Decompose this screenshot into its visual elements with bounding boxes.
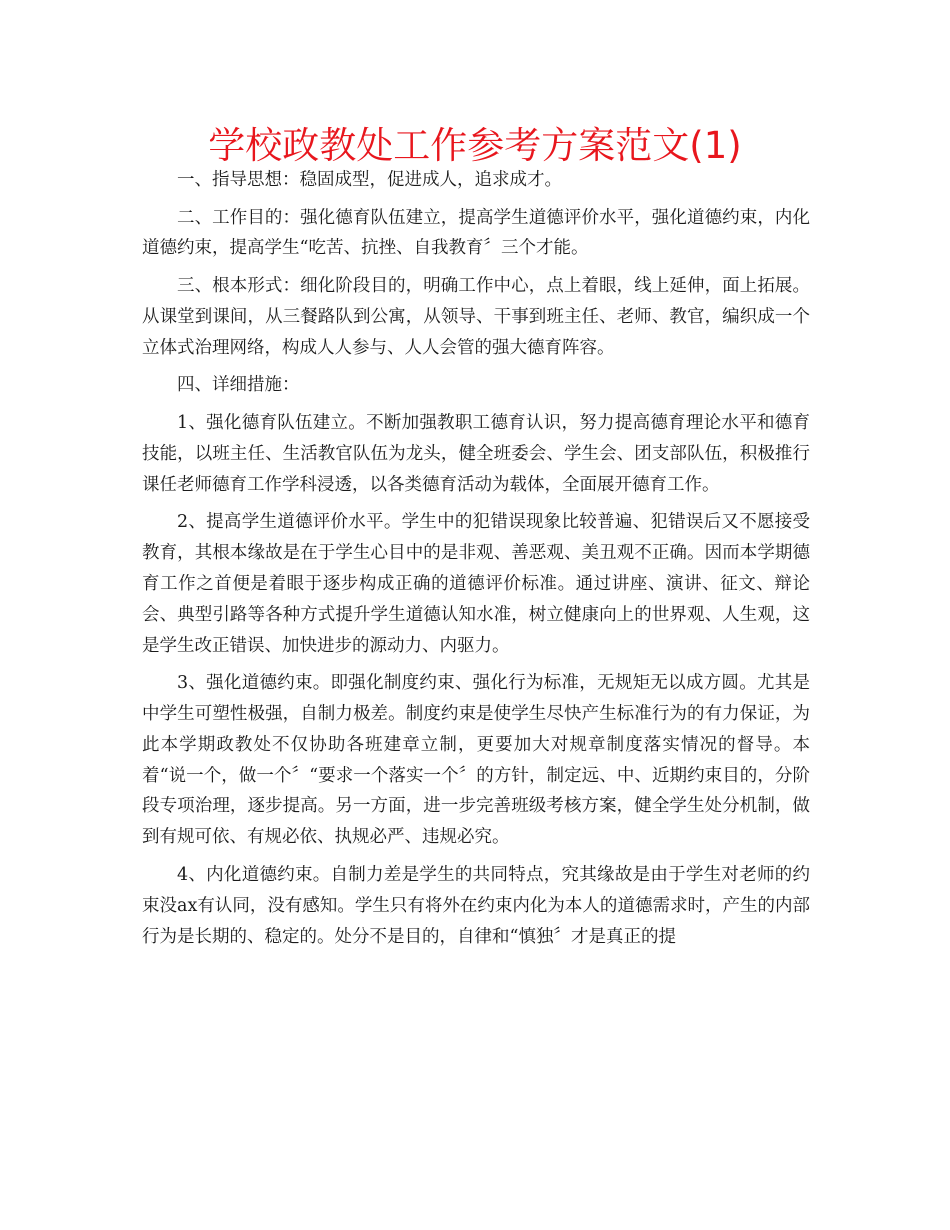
paragraph-measure-3: 3、强化道德约束。即强化制度约束、强化行为标准，无规矩无以成方圆。尤其是中学生可塑性极强，自制力极差。制度约束是使学生尽快产生标准行为的有力保证，为此本学期政教处不仅协助各班建章立制，更要加大对规章制度落实情况的督导。本着“说一个，做一个〞“要求一个落实一个〞的方针，制定远、中、近期约束目的，分阶段专项治理，逐步提高。另一方面，进一步完善班级考核方案，健全学生处分机制，做到有规可依、有规必依、执规必严、违规必究。 — [142, 673, 810, 848]
paragraph-measure-4: 4、内化道德约束。自制力差是学生的共同特点，究其缘故是由于学生对老师的约束没ax有认同，没有感知。学生只有将外在约束内化为本人的道德需求时，产生的内部行为是长期的、稳定的。处分不是目的，自律和“慎独〞才是真正的提 — [142, 864, 810, 947]
paragraph-measure-2: 2、提高学生道德评价水平。学生中的犯错误现象比较普遍、犯错误后又不愿接受教育，其根本缘故是在于学生心目中的是非观、善恶观、美丑观不正确。因而本学期德育工作之首便是着眼于逐步构成正确的道德评价标准。通过讲座、演讲、征文、辩论会、典型引路等各种方式提升学生道德认知水准，树立健康向上的世界观、人生观，这是学生改正错误、加快进步的源动力、内驱力。 — [142, 512, 810, 656]
paragraph-basic-form: 三、根本形式：细化阶段目的，明确工作中心，点上着眼，线上延伸，面上拓展。从课堂到课间，从三餐路队到公寓，从领导、干事到班主任、老师、教官，编织成一个立体式治理网络，构成人人参与、人人会管的强大德育阵容。 — [142, 276, 810, 358]
paragraph-measure-1: 1、强化德育队伍建立。不断加强教职工德育认识，努力提高德育理论水平和德育技能，以班主任、生活教官队伍为龙头，健全班委会、学生会、团支部队伍，积极推行课任老师德育工作学科浸透，以各类德育活动为载体，全面展开德育工作。 — [142, 413, 810, 495]
document-title: 学校政教处工作参考方案范文(1) — [208, 124, 742, 167]
paragraph-work-goal: 二、工作目的：强化德育队伍建立，提高学生道德评价水平，强化道德约束，内化道德约束，提高学生“吃苦、抗挫、自我教育〞三个才能。 — [142, 207, 810, 259]
paragraph-measures-heading: 四、详细措施： — [177, 375, 300, 396]
document-body — [142, 165, 810, 959]
paragraph-guiding-thought: 一、指导思想：稳固成型，促进成人，追求成才。 — [177, 170, 562, 190]
